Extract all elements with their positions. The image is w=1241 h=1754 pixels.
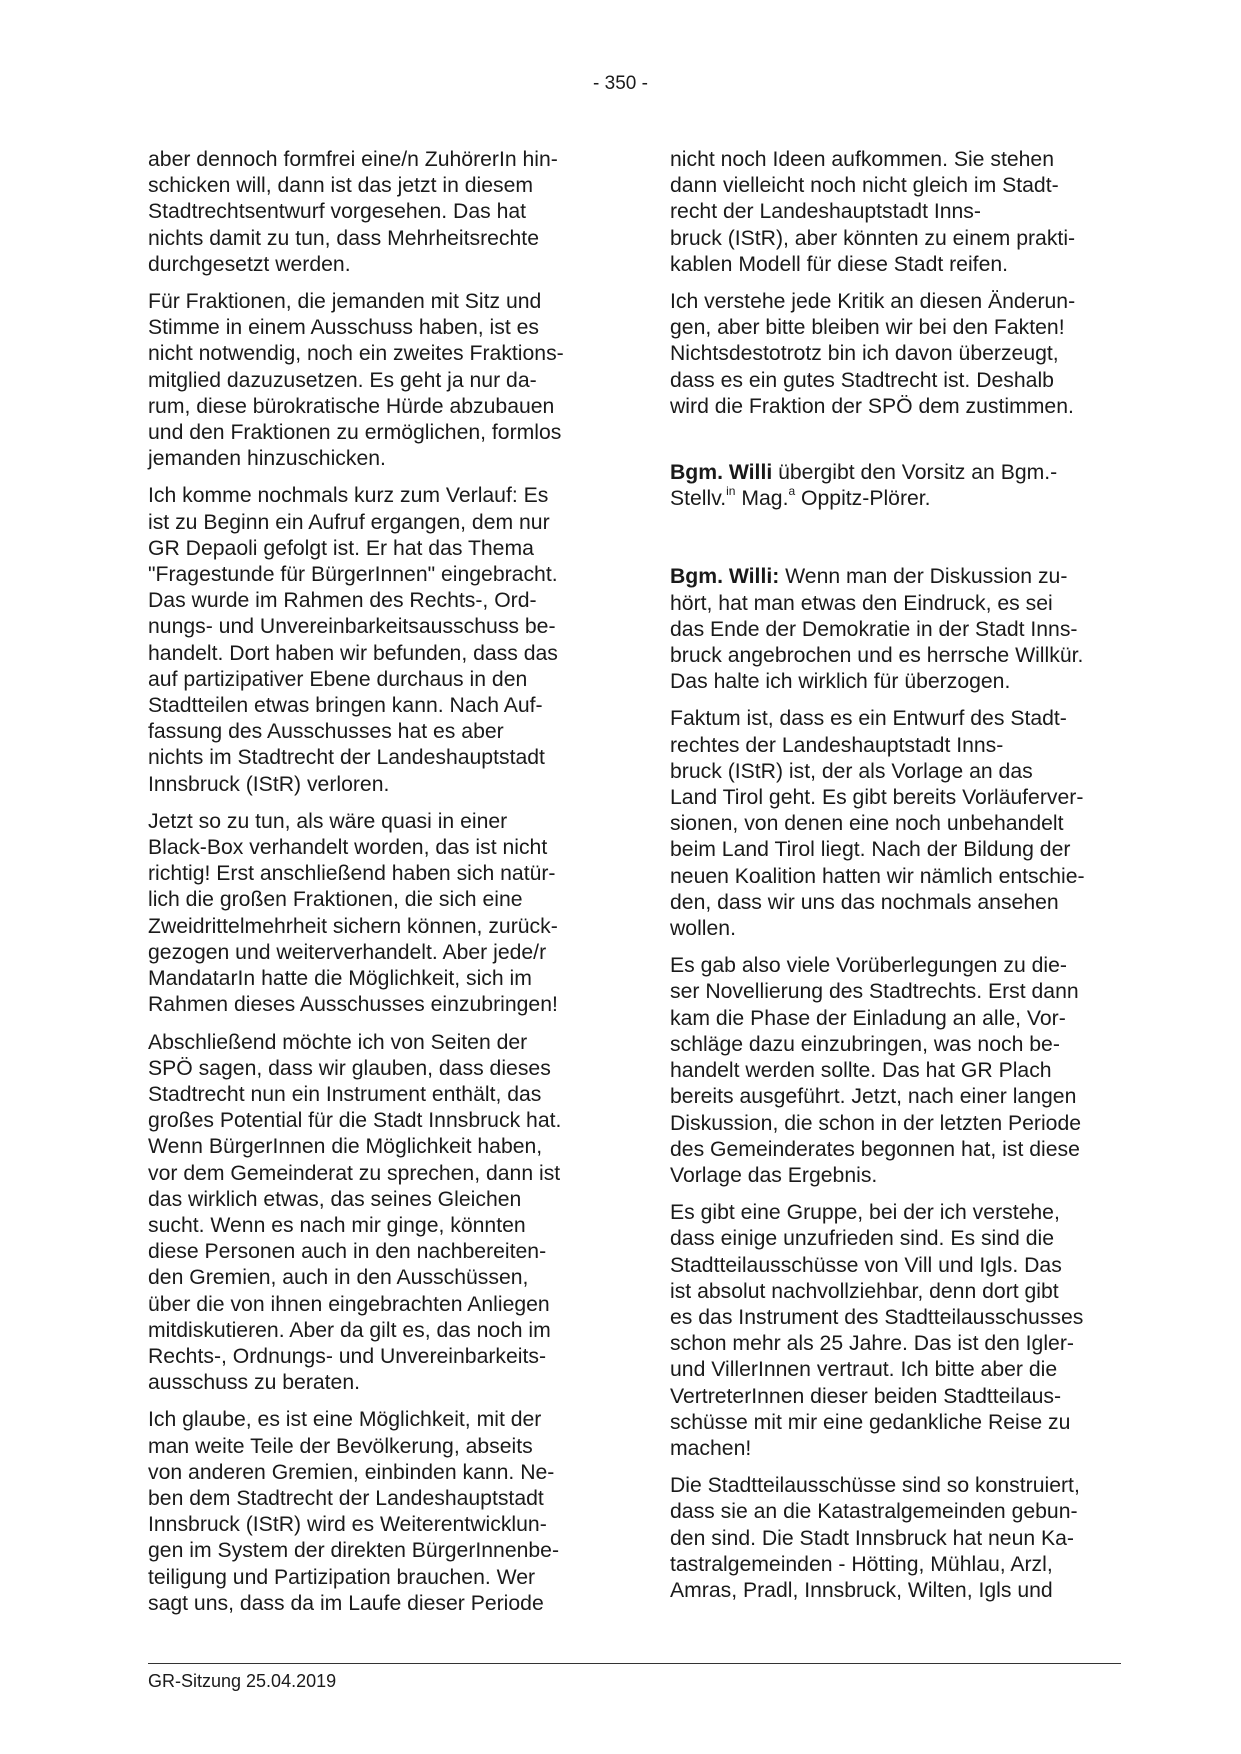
paragraph: Ich verstehe jede Kritik an diesen Änderun- gen, aber bitte bleiben wir bei den Fakten! Nichtsdestotrotz bin ich davon überzeugt, dass es ein gutes Stadtrecht ist. Deshalb wird die Fraktion der SPÖ dem zustimmen.	[670, 290, 1076, 418]
superscript: a	[788, 484, 796, 499]
paragraph: Jetzt so zu tun, als wäre quasi in einer Black-Box verhandelt worden, das ist nicht richtig! Erst anschließend haben sich natür- lich die großen Fraktionen, die sich eine Zweidrittelmehrheit sichern können, zurück- gezogen und weiterverhandelt. Aber jede/r MandatarIn hatte die Möglichkeit, sich im Rahmen dieses Ausschusses einzubringen!	[148, 809, 558, 1017]
page-number: - 350 -	[593, 73, 648, 94]
paragraph: Es gab also viele Vorüberlegungen zu die- ser Novellierung des Stadtrechts. Erst dann kam die Phase der Einladung an alle, Vor- schläge dazu einzubringen, was noch be- handelt werden sollte. Das hat GR Plach bereits ausgeführt. Jetzt, nach einer langen Diskussion, die schon in der letzten Periode des Gemeinderates begonnen hat, ist diese Vorlage das Ergebnis.	[670, 954, 1082, 1187]
speaker-name: Bgm. Willi:	[670, 565, 780, 589]
speech-text: Wenn man der Diskussion zu- hört, hat man etwas den Eindruck, es sei das Ende der Demokratie in der Stadt Inns- bruck angebrochen und es herrsche Willkür. Das halte ich wirklich für überzogen.	[670, 565, 1084, 694]
paragraph: aber dennoch formfrei eine/n ZuhörerIn hin- schicken will, dann ist das jetzt in diesem Stadtrechtsentwurf vorgesehen. Das hat nichts damit zu tun, dass Mehrheitsrechte durchgesetzt werden.	[148, 148, 558, 276]
paragraph: Für Fraktionen, die jemanden mit Sitz und Stimme in einem Ausschuss haben, ist es nicht notwendig, noch ein zweites Fraktions- mitglied dazuzusetzen. Es geht ja nur da- rum, diese bürokratische Hürde abzubauen und den Fraktionen zu ermöglichen, formlos jemanden hinzuschicken.	[148, 290, 564, 471]
handover-text: übergibt den Vorsitz an Bgm.- Stellv.	[670, 461, 1058, 511]
superscript: in	[726, 484, 736, 499]
handover-text: Mag.	[735, 487, 789, 511]
paragraph: Abschließend möchte ich von Seiten der SPÖ sagen, dass wir glauben, dass dieses Stadtrecht nun ein Instrument enthält, das großes Potential für die Stadt Innsbruck hat. Wenn BürgerInnen die Möglichkeit haben, vor dem Gemeinderat zu sprechen, dann ist das wirklich etwas, das seines Gleichen sucht. Wenn es nach mir ginge, könnten diese Personen auch in den nachbereiten- den Gremien, auch in den Ausschüssen, über die von ihnen eingebrachten Anliegen mitdiskutieren. Aber da gilt es, das noch im Rechts-, Ordnungs- und Unvereinbarkeits- ausschuss zu beraten.	[148, 1030, 562, 1395]
speaker-name: Bgm. Willi	[670, 461, 773, 485]
paragraph: Ich komme nochmals kurz zum Verlauf: Es ist zu Beginn ein Aufruf ergangen, dem nur GR Depaoli gefolgt ist. Er hat das Thema "Fragestunde für BürgerInnen" eingebracht. Das wurde im Rahmen des Rechts-, Ord- nungs- und Unvereinbarkeitsausschuss be- handelt. Dort haben wir befunden, dass das auf partizipativer Ebene durchaus in den Stadtteilen etwas bringen kann. Nach Auf- fassung des Ausschusses hat es aber nichts im Stadtrecht der Landeshauptstadt Innsbruck (IStR) verloren.	[148, 484, 558, 796]
handover-text: Oppitz-Plörer.	[795, 487, 931, 511]
footer-divider	[148, 1663, 1121, 1664]
right-column	[670, 147, 1120, 1615]
paragraph: Faktum ist, dass es ein Entwurf des Stadt- rechtes der Landeshauptstadt Inns- bruck (IStR) ist, der als Vorlage an das Land Tirol geht. Es gibt bereits Vorläuferver- sionen, von denen eine noch unbehandelt beim Land Tirol liegt. Nach der Bildung der neuen Koalition hatten wir nämlich entschie- den, dass wir uns das nochmals ansehen wollen.	[670, 707, 1085, 941]
paragraph: Die Stadtteilausschüsse sind so konstruiert, dass sie an die Katastralgemeinden gebun- den sind. Die Stadt Innsbruck hat neun Ka- tastralgemeinden - Hötting, Mühlau, Arzl, Amras, Pradl, Innsbruck, Wilten, Igls und	[670, 1474, 1080, 1602]
footer-session-date: GR-Sitzung 25.04.2019	[148, 1671, 337, 1691]
left-column	[148, 147, 593, 1628]
paragraph: Es gibt eine Gruppe, bei der ich verstehe, dass einige unzufrieden sind. Es sind die Stadtteilausschüsse von Vill und Igls. Das ist absolut nachvollziehbar, denn dort gibt es das Instrument des Stadtteilausschusses schon mehr als 25 Jahre. Das ist den Igler- und VillerInnen vertraut. Ich bitte aber die VertreterInnen dieser beiden Stadtteilaus- schüsse mit mir eine gedankliche Reise zu machen!	[670, 1201, 1084, 1460]
paragraph: Ich glaube, es ist eine Möglichkeit, mit der man weite Teile der Bevölkerung, abseits von anderen Gremien, einbinden kann. Ne- ben dem Stadtrecht der Landeshauptstadt Innsbruck (IStR) wird es Weiterentwicklun- gen im System der direkten BürgerInnenbe- teiligung und Partizipation brauchen. Wer sagt uns, dass da im Laufe dieser Periode	[148, 1408, 560, 1615]
chair-handover-note	[670, 460, 1120, 512]
speech-opening	[670, 564, 1120, 695]
paragraph: nicht noch Ideen aufkommen. Sie stehen dann vielleicht noch nicht gleich im Stadt- recht der Landeshauptstadt Inns- bruck (IStR), aber könnten zu einem prakti- kablen Modell für diese Stadt reifen.	[670, 148, 1076, 276]
